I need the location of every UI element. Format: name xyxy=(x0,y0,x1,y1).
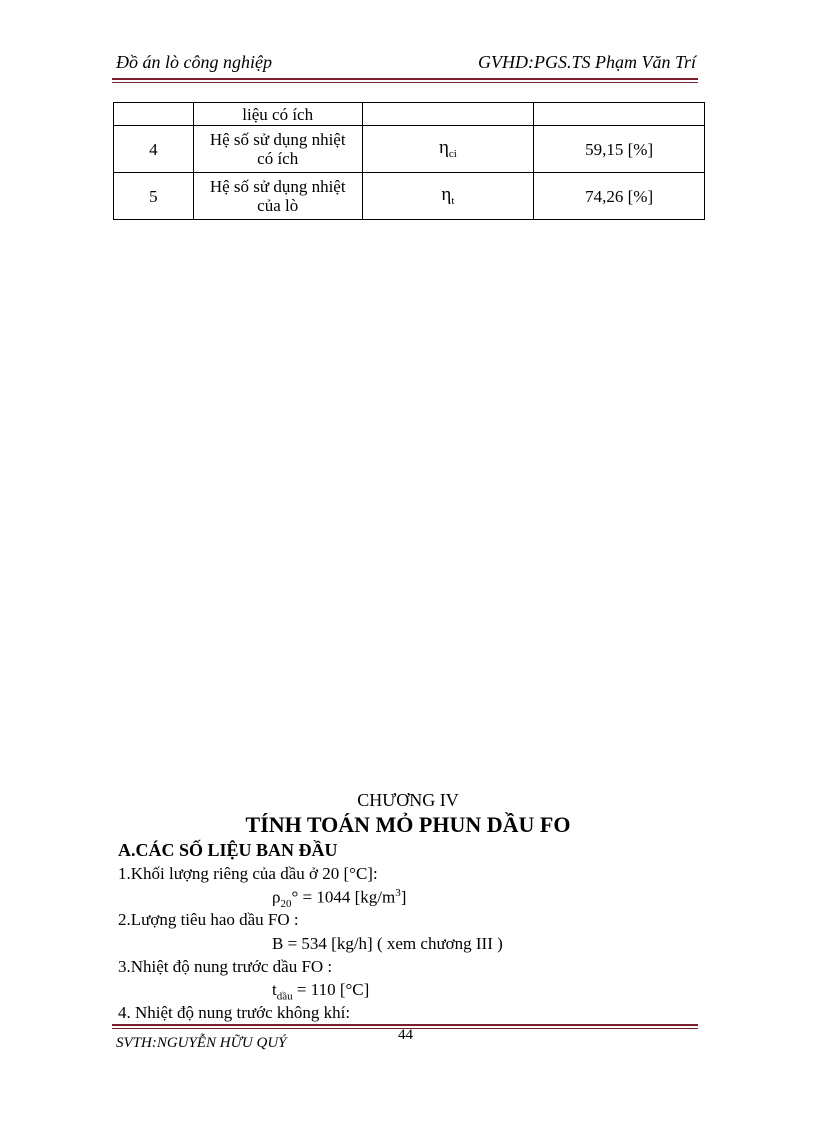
row-value: 59,15 [%] xyxy=(534,126,705,173)
formula-consumption: B = 534 [kg/h] ( xem chương III ) xyxy=(272,934,503,953)
row-name-line: có ích xyxy=(257,149,299,168)
table-row xyxy=(114,103,705,126)
row-name-line: của lò xyxy=(257,196,299,215)
formula-close: ] xyxy=(400,887,407,907)
symbol-subscript: ci xyxy=(448,148,457,160)
row-name-line: Hệ số sử dụng nhiệt xyxy=(209,130,346,149)
symbol-eta: η xyxy=(438,137,449,158)
row-symbol xyxy=(362,103,534,126)
formula-subscript: 20 xyxy=(280,898,292,911)
formula-variable: t xyxy=(272,980,277,999)
row-name-line: liệu có ích xyxy=(242,104,314,124)
header-advisor: GVHD:PGS.TS Phạm Văn Trí xyxy=(477,52,696,72)
table-row xyxy=(114,126,705,173)
item-label: 2.Lượng tiêu hao dầu FO : xyxy=(118,910,299,929)
formula-value: = 110 [°C] xyxy=(292,980,370,999)
row-name xyxy=(193,173,362,220)
symbol-eta: η xyxy=(441,184,452,205)
row-name xyxy=(193,126,362,173)
row-number: 5 xyxy=(114,173,194,220)
section-heading: A.CÁC SỐ LIỆU BAN ĐẦU xyxy=(118,840,338,860)
row-value xyxy=(534,103,705,126)
row-name-line: Hệ số sử dụng nhiệt xyxy=(209,177,346,196)
row-number xyxy=(114,103,194,126)
row-number: 4 xyxy=(114,126,194,173)
row-symbol xyxy=(362,126,534,173)
row-symbol xyxy=(362,173,534,220)
row-value: 74,26 [%] xyxy=(534,173,705,220)
footer-rule-thick xyxy=(112,1024,698,1026)
item-label: 1.Khối lượng riêng của dầu ở 20 [°C]: xyxy=(118,864,378,883)
formula-subscript: dầu xyxy=(276,990,293,1003)
header-title: Đồ án lò công nghiệp xyxy=(116,52,272,72)
item-label: 4. Nhiệt độ nung trước không khí: xyxy=(118,1003,351,1022)
table-row xyxy=(114,173,705,220)
formula-density xyxy=(272,887,406,910)
footer-author: SVTH:NGUYỄN HỮU QUÝ xyxy=(116,1035,287,1051)
chapter-number: CHƯƠNG IV xyxy=(357,790,459,810)
header-rule-thin xyxy=(112,82,698,83)
formula-superscript: 3 xyxy=(395,887,401,899)
chapter-title: TÍNH TOÁN MỎ PHUN DẦU FO xyxy=(245,812,571,837)
parameter-table xyxy=(113,102,705,220)
page-number: 44 xyxy=(398,1027,413,1043)
formula-oil-temperature xyxy=(272,980,369,1002)
header-rule-thick xyxy=(112,78,698,80)
item-label: 3.Nhiệt độ nung trước dầu FO : xyxy=(118,957,333,976)
row-name xyxy=(193,103,362,126)
formula-variable: ρ xyxy=(272,887,281,907)
symbol-subscript: t xyxy=(451,195,455,207)
formula-value: ° = 1044 [kg/m xyxy=(291,887,396,907)
